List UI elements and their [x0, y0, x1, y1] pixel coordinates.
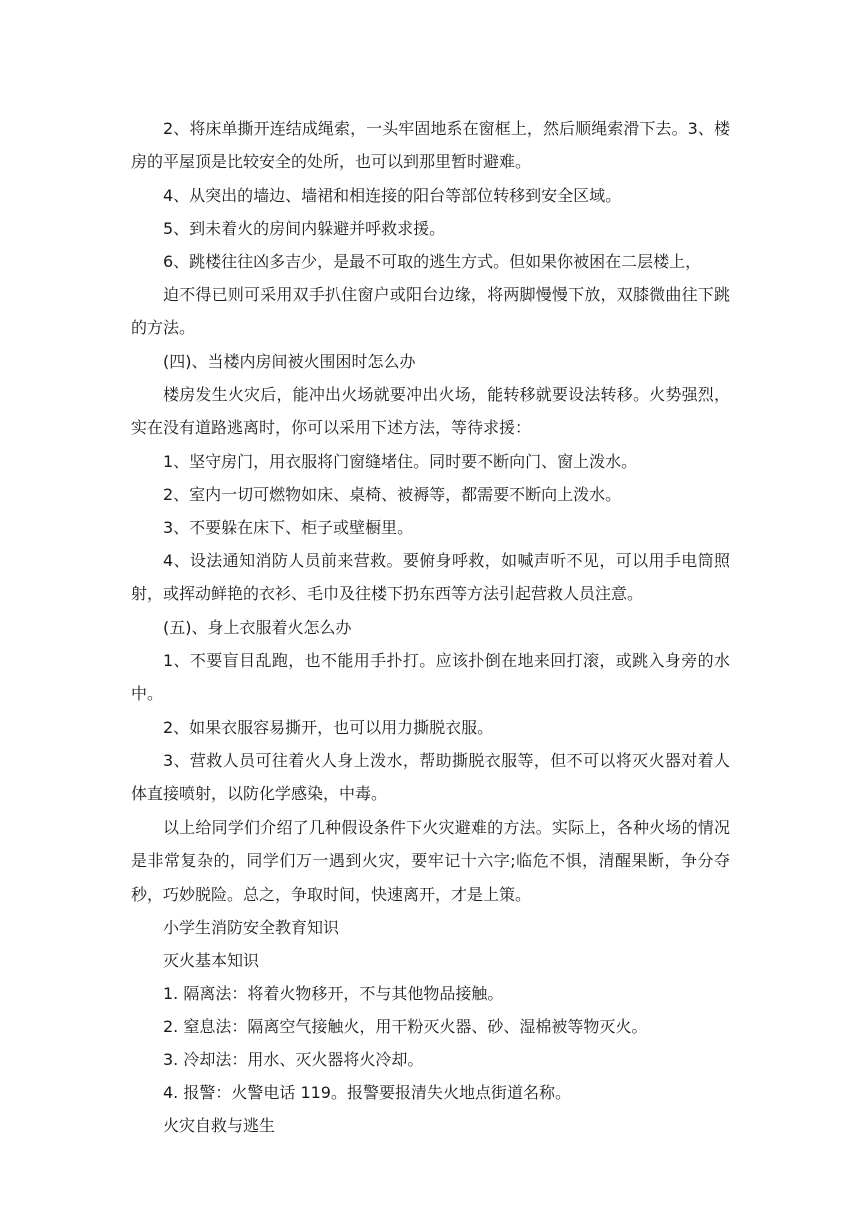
list-item-alarm: 4. 报警：火警电话 119。报警要报清失火地点街道名称。: [163, 1083, 571, 1102]
paragraph-jumping: 6、跳楼往往凶多吉少，是最不可取的逃生方式。但如果你被困在二层楼上，: [163, 252, 702, 271]
section-title-extinguishing: 灭火基本知识: [163, 951, 260, 970]
list-item-suffocation: 2. 窒息法：隔离空气接触火，用干粉灭火器、砂、湿棉被等物灭火。: [163, 1017, 648, 1036]
paragraph-summary: 以上给同学们介绍了几种假设条件下火灾避难的方法。实际上，各种火场的情况是非常复杂的，同学们万一遇到火灾，要牢记十六字;临危不惧，清醒果断，争分夺秒，巧妙脱险。总之，争取时间，快速离开，才是上策。: [131, 818, 730, 904]
section-title-self-rescue: 火灾自救与逃生: [163, 1116, 276, 1135]
section-title-fire-education: 小学生消防安全教育知识: [163, 918, 340, 937]
list-item-splash-water: 2、室内一切可燃物如床、桌椅、被褥等，都需要不断向上泼水。: [163, 485, 622, 504]
paragraph-building-fire: 楼房发生火灾后，能冲出火场就要冲出火场，能转移就要设法转移。火势强烈，实在没有道路逃离时，你可以采用下述方法，等待求援：: [131, 385, 730, 438]
list-item-rescuers-water: 3、营救人员可往着火人身上泼水，帮助撕脱衣服等，但不可以将灭火器对着人体直接喷射，以防化学感染，中毒。: [131, 751, 730, 804]
section-heading-five: (五)、身上衣服着火怎么办: [163, 618, 352, 637]
list-item-notify-firefighters: 4、设法通知消防人员前来营救。要俯身呼救，如喊声听不见，可以用手电筒照射，或挥动鲜艳的衣衫、毛巾及往楼下扔东西等方法引起营救人员注意。: [131, 551, 730, 604]
list-item-isolation: 1. 隔离法：将着火物移开，不与其他物品接触。: [163, 984, 504, 1003]
paragraph-transfer-safe-area: 4、从突出的墙边、墙裙和相连接的阳台等部位转移到安全区域。: [163, 186, 622, 205]
list-item-tear-clothes: 2、如果衣服容易撕开，也可以用力撕脱衣服。: [163, 718, 494, 737]
list-item-cooling: 3. 冷却法：用水、灭火器将火冷却。: [163, 1050, 424, 1069]
list-item-dont-hide: 3、不要躲在床下、柜子或壁橱里。: [163, 518, 414, 537]
paragraph-rope-escape: 2、将床单撕开连结成绳索，一头牢固地系在窗框上，然后顺绳索滑下去。3、楼房的平屋顶是比较安全的处所，也可以到那里暂时避难。: [131, 119, 730, 172]
paragraph-jumping-method: 迫不得已则可采用双手扒住窗户或阳台边缘，将两脚慢慢下放，双膝微曲往下跳的方法。: [131, 285, 730, 338]
list-item-dont-run: 1、不要盲目乱跑，也不能用手扑打。应该扑倒在地来回打滚，或跳入身旁的水中。: [131, 651, 730, 704]
paragraph-hide-room: 5、到未着火的房间内躲避并呼救求援。: [163, 219, 446, 238]
list-item-guard-door: 1、坚守房门，用衣服将门窗缝堵住。同时要不断向门、窗上泼水。: [163, 452, 638, 471]
section-heading-four: (四)、当楼内房间被火围困时怎么办: [163, 352, 416, 371]
